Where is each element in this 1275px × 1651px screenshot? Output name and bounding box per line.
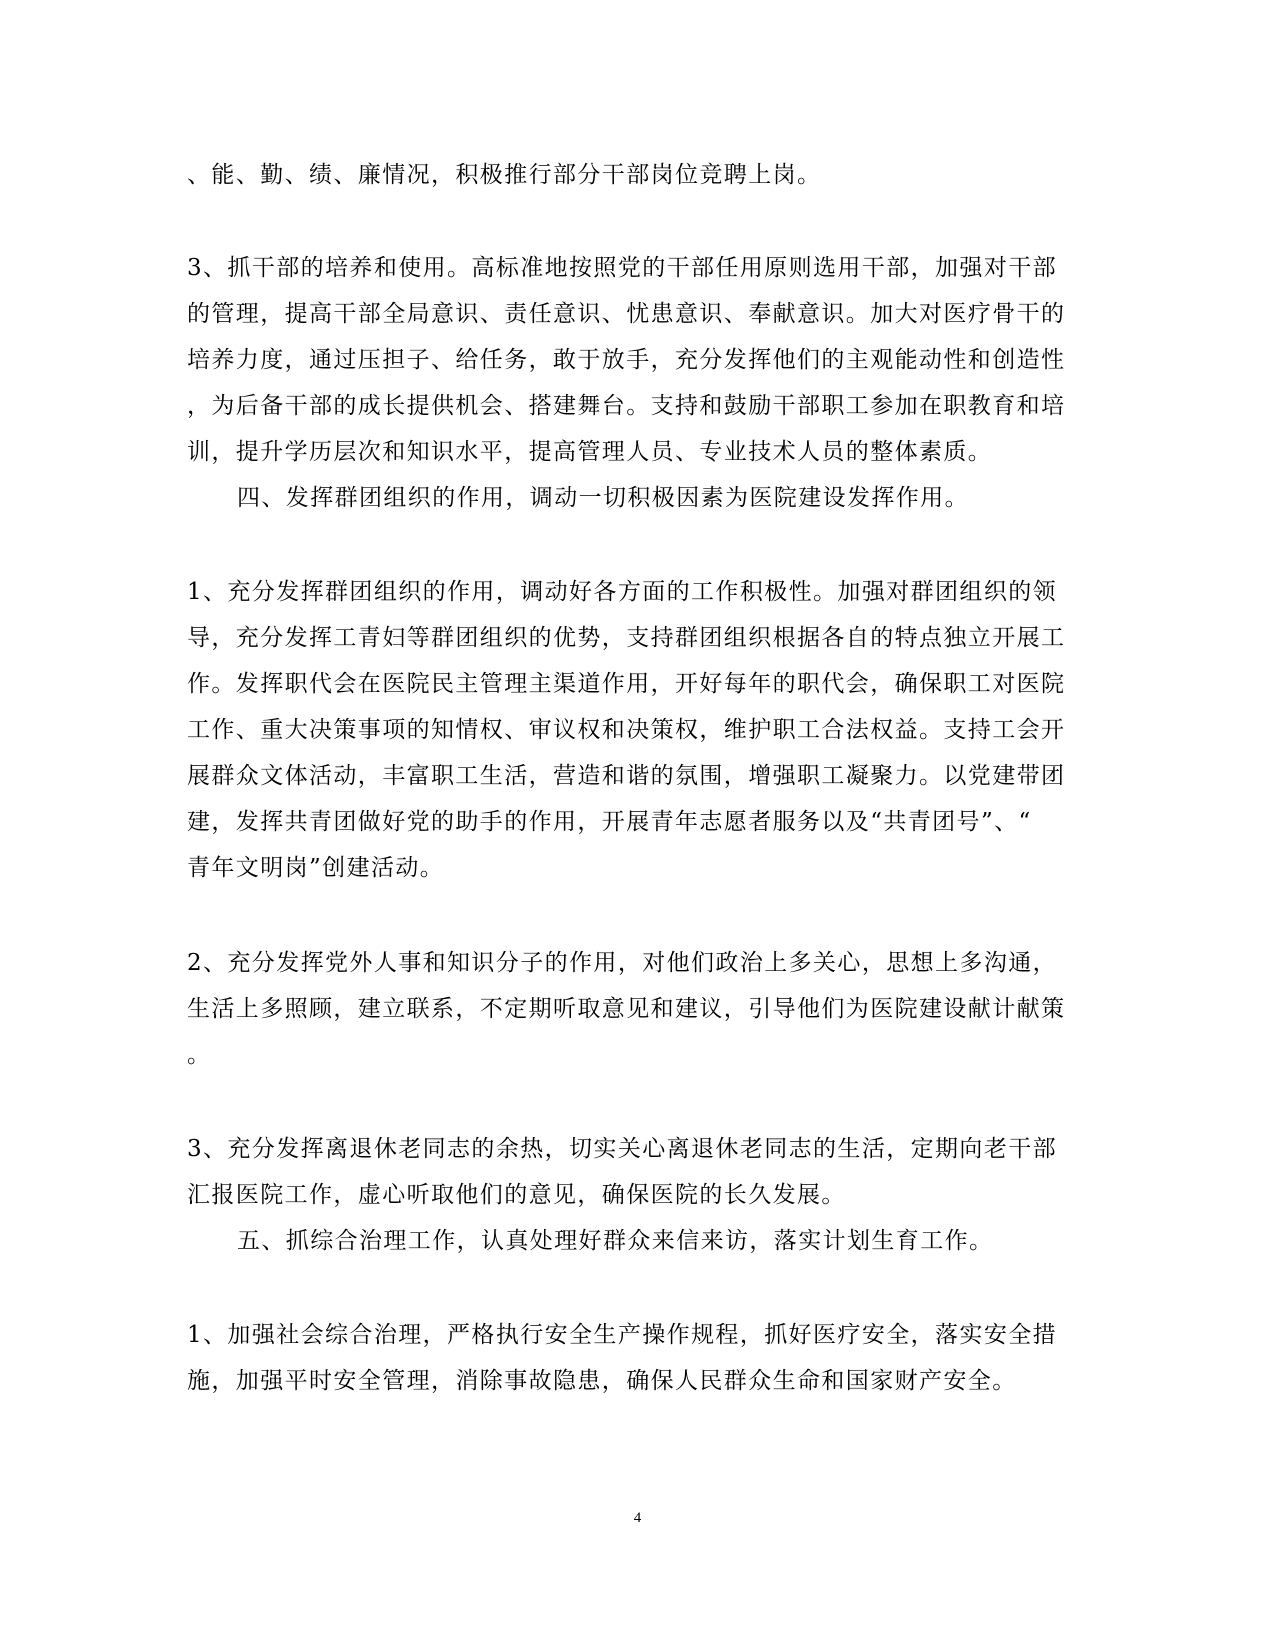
text-line: 施，加强平时安全管理，消除事故隐患，确保人民群众生命和国家财产安全。: [187, 1368, 1017, 1394]
text-line: 1、充分发挥群团组织的作用，调动好各方面的工作积极性。加强对群团组织的领: [187, 579, 1058, 605]
text-line: 展群众文体活动，丰富职工生活，营造和谐的氛围，增强职工凝聚力。以党建带团: [187, 763, 1066, 789]
text-line: 、能、勤、绩、廉情况，积极推行部分干部岗位竞聘上岗。: [187, 162, 822, 188]
section-heading: 四、发挥群团组织的作用，调动一切积极因素为医院建设发挥作用。: [237, 485, 969, 511]
text-line: 1、加强社会综合治理，严格执行安全生产操作规程，抓好医疗安全，落实安全措: [187, 1322, 1058, 1348]
text-line: 生活上多照顾，建立联系，不定期听取意见和建议，引导他们为医院建设献计献策: [187, 996, 1066, 1022]
text-line: 导，充分发挥工青妇等群团组织的优势，支持群团组织根据各自的特点独立开展工: [187, 625, 1066, 651]
text-line: 建，发挥共青团做好党的助手的作用，开展青年志愿者服务以及“共青团号”、“: [187, 809, 1032, 835]
page-number: 4: [633, 1510, 642, 1526]
section-heading: 五、抓综合治理工作，认真处理好群众来信来访，落实计划生育工作。: [237, 1228, 994, 1254]
text-line: 工作、重大决策事项的知情权、审议权和决策权，维护职工合法权益。支持工会开: [187, 717, 1066, 743]
text-line: 作。发挥职代会在医院民主管理主渠道作用，开好每年的职代会，确保职工对医院: [187, 671, 1066, 697]
text-line: 青年文明岗”创建活动。: [187, 855, 445, 881]
text-line: 3、充分发挥离退休老同志的余热，切实关心离退休老同志的生活，定期向老干部: [187, 1136, 1058, 1162]
text-line: ，为后备干部的成长提供机会、搭建舞台。支持和鼓励干部职工参加在职教育和培: [187, 393, 1066, 419]
text-line: 汇报医院工作，虚心听取他们的意见，确保医院的长久发展。: [187, 1182, 846, 1208]
text-line: 。: [187, 1042, 212, 1068]
text-line: 培养力度，通过压担子、给任务，敢于放手，充分发挥他们的主观能动性和创造性: [187, 347, 1066, 373]
text-line: 2、充分发挥党外人事和知识分子的作用，对他们政治上多关心，思想上多沟通，: [187, 950, 1058, 976]
text-line: 的管理，提高干部全局意识、责任意识、忧患意识、奉献意识。加大对医疗骨干的: [187, 301, 1066, 327]
text-line: 3、抓干部的培养和使用。高标准地按照党的干部任用原则选用干部，加强对干部: [187, 255, 1058, 281]
text-line: 训，提升学历层次和知识水平，提高管理人员、专业技术人员的整体素质。: [187, 439, 993, 465]
